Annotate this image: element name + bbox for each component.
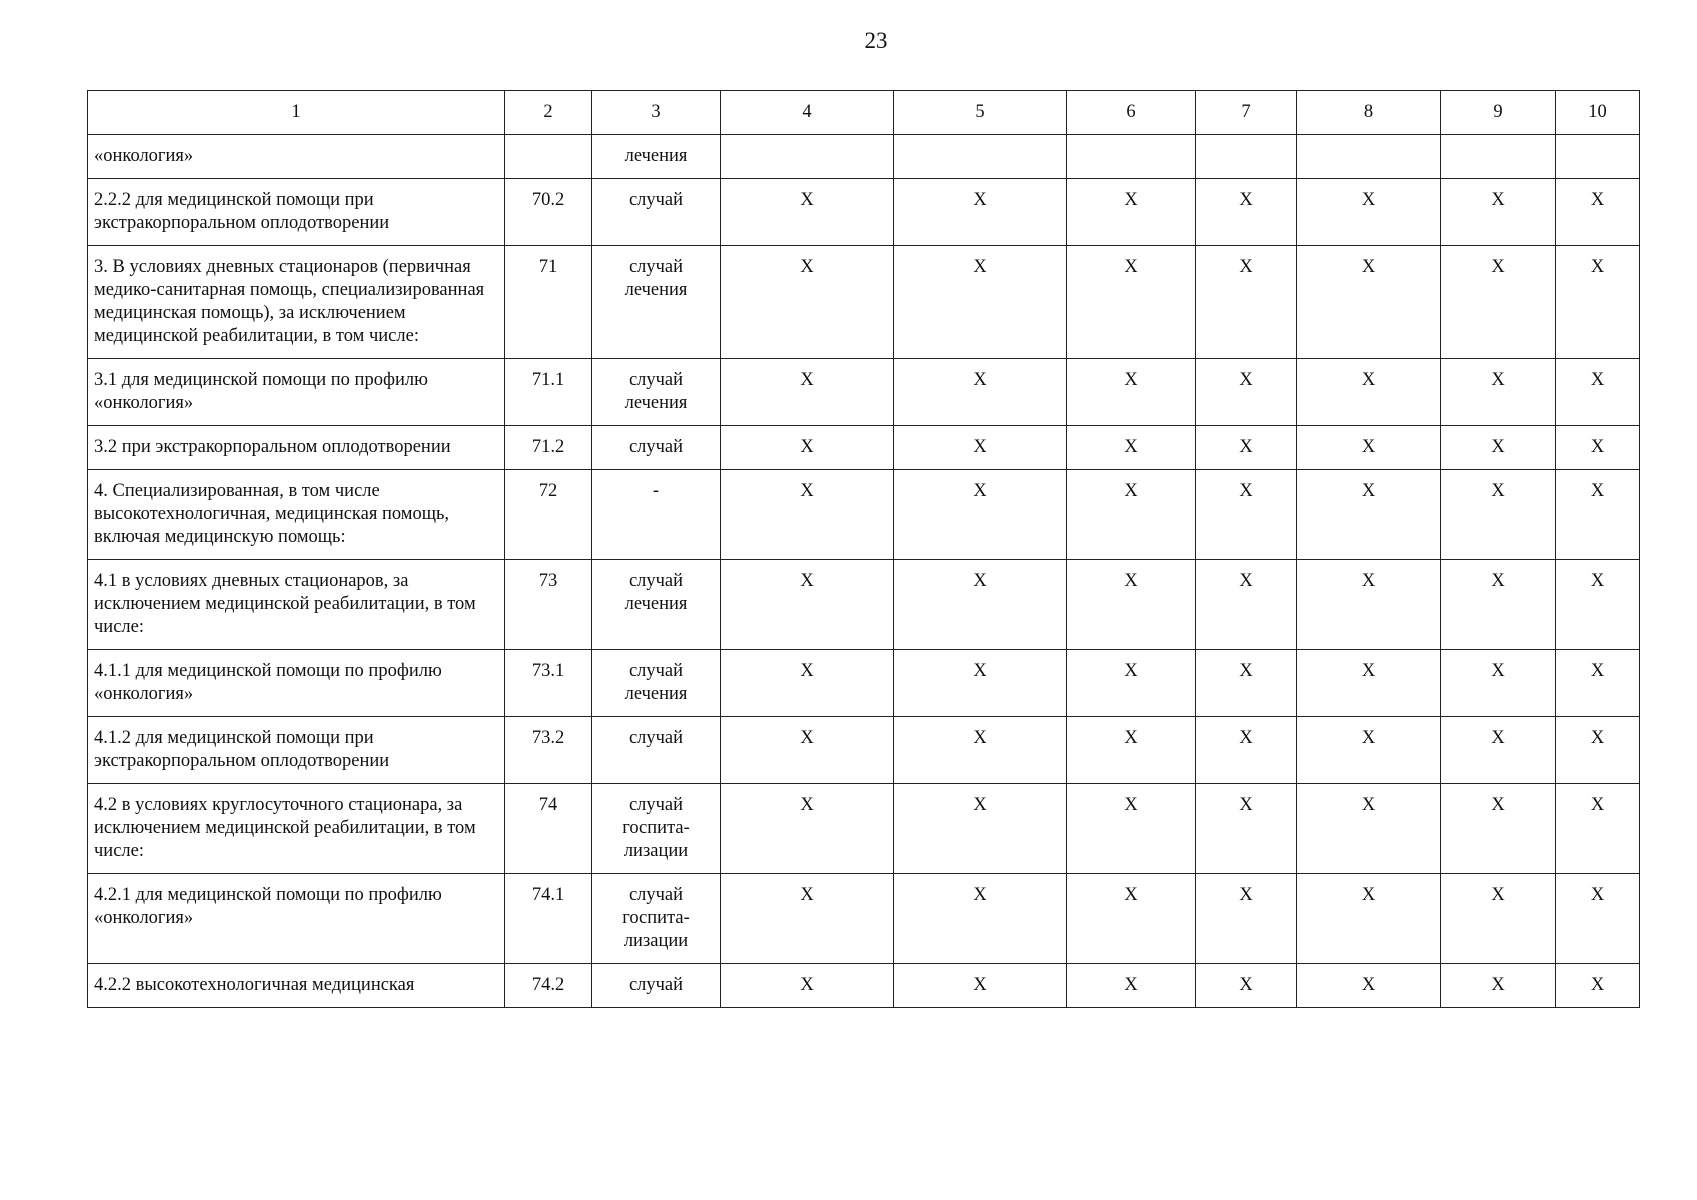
row-value-cell-col7: X: [1196, 179, 1297, 246]
column-header-3: 3: [592, 91, 721, 135]
row-value-cell-col7: X: [1196, 650, 1297, 717]
row-value-cell-col5: X: [894, 470, 1067, 560]
row-value-cell-col7: [1196, 135, 1297, 179]
row-value-cell-col5: X: [894, 784, 1067, 874]
row-value-cell-col4: X: [721, 246, 894, 359]
row-value-cell-col9: X: [1441, 470, 1556, 560]
row-name-cell: 3.2 при экстракорпоральном оплодотворении: [88, 426, 505, 470]
row-value-cell-col8: X: [1297, 470, 1441, 560]
column-header-5: 5: [894, 91, 1067, 135]
row-name-cell: 4.1.2 для медицинской помощи при экстракорпоральном оплодотворении: [88, 717, 505, 784]
table-row: [88, 359, 1640, 426]
row-value-cell-col5: X: [894, 964, 1067, 1008]
row-value-cell-col6: X: [1067, 874, 1196, 964]
row-value-cell-col6: X: [1067, 717, 1196, 784]
row-value-cell-col4: X: [721, 964, 894, 1008]
row-value-cell-col9: X: [1441, 426, 1556, 470]
row-value-cell-col8: X: [1297, 717, 1441, 784]
row-value-cell-col9: X: [1441, 246, 1556, 359]
row-code-cell: 72: [505, 470, 592, 560]
row-value-cell-col10: X: [1556, 426, 1640, 470]
row-value-cell-col10: X: [1556, 470, 1640, 560]
row-unit-cell: случай лечения: [592, 650, 721, 717]
row-name-cell: «онкология»: [88, 135, 505, 179]
row-value-cell-col4: [721, 135, 894, 179]
row-unit-cell: случай лечения: [592, 246, 721, 359]
row-unit-cell: случай: [592, 964, 721, 1008]
row-value-cell-col7: X: [1196, 874, 1297, 964]
table-row: [88, 470, 1640, 560]
row-value-cell-col6: X: [1067, 246, 1196, 359]
row-value-cell-col5: X: [894, 560, 1067, 650]
page-number: 23: [864, 28, 888, 53]
row-value-cell-col9: X: [1441, 359, 1556, 426]
row-value-cell-col10: X: [1556, 359, 1640, 426]
row-code-cell: 74.1: [505, 874, 592, 964]
row-name-cell: 3. В условиях дневных стационаров (первичная медико-санитарная помощь, специализированная медицинская помощь), за исключением медицинской реабилитации, в том числе:: [88, 246, 505, 359]
row-value-cell-col7: X: [1196, 359, 1297, 426]
table-row: [88, 784, 1640, 874]
row-value-cell-col4: X: [721, 717, 894, 784]
row-value-cell-col4: X: [721, 359, 894, 426]
table-row: [88, 964, 1640, 1008]
row-unit-cell: случай: [592, 426, 721, 470]
row-value-cell-col8: X: [1297, 874, 1441, 964]
row-name-cell: 2.2.2 для медицинской помощи при экстракорпоральном оплодотворении: [88, 179, 505, 246]
row-value-cell-col7: X: [1196, 470, 1297, 560]
row-code-cell: 73.2: [505, 717, 592, 784]
table-row: [88, 874, 1640, 964]
row-value-cell-col7: X: [1196, 560, 1297, 650]
row-value-cell-col5: X: [894, 426, 1067, 470]
table-row: [88, 246, 1640, 359]
row-name-cell: 3.1 для медицинской помощи по профилю «онкология»: [88, 359, 505, 426]
row-unit-cell: случай: [592, 717, 721, 784]
row-value-cell-col5: X: [894, 650, 1067, 717]
row-value-cell-col10: X: [1556, 179, 1640, 246]
row-value-cell-col4: X: [721, 470, 894, 560]
row-value-cell-col10: X: [1556, 650, 1640, 717]
row-unit-cell: случай: [592, 179, 721, 246]
row-value-cell-col4: X: [721, 426, 894, 470]
row-value-cell-col9: X: [1441, 964, 1556, 1008]
row-code-cell: [505, 135, 592, 179]
row-value-cell-col9: X: [1441, 560, 1556, 650]
row-value-cell-col10: X: [1556, 717, 1640, 784]
table-row: [88, 179, 1640, 246]
data-table: [87, 90, 1640, 1008]
column-header-9: 9: [1441, 91, 1556, 135]
column-header-4: 4: [721, 91, 894, 135]
row-value-cell-col8: X: [1297, 246, 1441, 359]
row-value-cell-col9: X: [1441, 717, 1556, 784]
row-value-cell-col8: X: [1297, 359, 1441, 426]
table-row: [88, 426, 1640, 470]
row-value-cell-col8: X: [1297, 179, 1441, 246]
table-body: [88, 135, 1640, 1008]
row-code-cell: 74.2: [505, 964, 592, 1008]
column-header-6: 6: [1067, 91, 1196, 135]
row-name-cell: 4.2 в условиях круглосуточного стационара, за исключением медицинской реабилитации, в том числе:: [88, 784, 505, 874]
table-row: [88, 560, 1640, 650]
row-value-cell-col4: X: [721, 650, 894, 717]
row-value-cell-col10: X: [1556, 560, 1640, 650]
row-value-cell-col6: [1067, 135, 1196, 179]
row-unit-cell: случай лечения: [592, 560, 721, 650]
column-header-1: 1: [88, 91, 505, 135]
row-name-cell: 4.1 в условиях дневных стационаров, за исключением медицинской реабилитации, в том числе:: [88, 560, 505, 650]
row-value-cell-col9: X: [1441, 179, 1556, 246]
column-header-10: 10: [1556, 91, 1640, 135]
row-code-cell: 71: [505, 246, 592, 359]
row-value-cell-col5: [894, 135, 1067, 179]
row-value-cell-col9: X: [1441, 784, 1556, 874]
row-value-cell-col9: X: [1441, 650, 1556, 717]
row-unit-cell: -: [592, 470, 721, 560]
row-value-cell-col4: X: [721, 179, 894, 246]
row-value-cell-col6: X: [1067, 426, 1196, 470]
table-row: [88, 717, 1640, 784]
row-value-cell-col5: X: [894, 359, 1067, 426]
row-value-cell-col5: X: [894, 179, 1067, 246]
row-name-cell: 4.1.1 для медицинской помощи по профилю «онкология»: [88, 650, 505, 717]
row-value-cell-col6: X: [1067, 470, 1196, 560]
row-value-cell-col8: X: [1297, 964, 1441, 1008]
row-value-cell-col5: X: [894, 874, 1067, 964]
row-value-cell-col8: X: [1297, 426, 1441, 470]
row-value-cell-col8: X: [1297, 650, 1441, 717]
row-name-cell: 4.2.2 высокотехнологичная медицинская: [88, 964, 505, 1008]
row-value-cell-col9: X: [1441, 874, 1556, 964]
row-code-cell: 74: [505, 784, 592, 874]
row-value-cell-col5: X: [894, 717, 1067, 784]
row-value-cell-col10: X: [1556, 874, 1640, 964]
table-row: [88, 650, 1640, 717]
row-value-cell-col10: X: [1556, 964, 1640, 1008]
row-value-cell-col6: X: [1067, 179, 1196, 246]
row-value-cell-col10: X: [1556, 784, 1640, 874]
row-value-cell-col6: X: [1067, 964, 1196, 1008]
column-header-7: 7: [1196, 91, 1297, 135]
row-value-cell-col7: X: [1196, 784, 1297, 874]
row-value-cell-col6: X: [1067, 650, 1196, 717]
row-unit-cell: случай лечения: [592, 359, 721, 426]
row-code-cell: 70.2: [505, 179, 592, 246]
row-value-cell-col9: [1441, 135, 1556, 179]
row-value-cell-col4: X: [721, 874, 894, 964]
table-row: [88, 135, 1640, 179]
row-unit-cell: лечения: [592, 135, 721, 179]
row-value-cell-col4: X: [721, 784, 894, 874]
row-value-cell-col6: X: [1067, 560, 1196, 650]
row-code-cell: 73.1: [505, 650, 592, 717]
row-value-cell-col4: X: [721, 560, 894, 650]
row-value-cell-col7: X: [1196, 246, 1297, 359]
row-value-cell-col7: X: [1196, 964, 1297, 1008]
row-name-cell: 4. Специализированная, в том числе высокотехнологичная, медицинская помощь, включая медицинскую помощь:: [88, 470, 505, 560]
row-code-cell: 73: [505, 560, 592, 650]
row-name-cell: 4.2.1 для медицинской помощи по профилю «онкология»: [88, 874, 505, 964]
row-value-cell-col8: X: [1297, 784, 1441, 874]
row-value-cell-col10: X: [1556, 246, 1640, 359]
row-unit-cell: случай госпита-лизации: [592, 874, 721, 964]
row-code-cell: 71.1: [505, 359, 592, 426]
header-row: [88, 91, 1640, 135]
row-value-cell-col10: [1556, 135, 1640, 179]
column-header-2: 2: [505, 91, 592, 135]
row-value-cell-col6: X: [1067, 784, 1196, 874]
column-header-8: 8: [1297, 91, 1441, 135]
row-value-cell-col7: X: [1196, 717, 1297, 784]
row-value-cell-col5: X: [894, 246, 1067, 359]
row-value-cell-col8: X: [1297, 560, 1441, 650]
row-value-cell-col8: [1297, 135, 1441, 179]
row-code-cell: 71.2: [505, 426, 592, 470]
row-value-cell-col6: X: [1067, 359, 1196, 426]
row-unit-cell: случай госпита-лизации: [592, 784, 721, 874]
row-value-cell-col7: X: [1196, 426, 1297, 470]
